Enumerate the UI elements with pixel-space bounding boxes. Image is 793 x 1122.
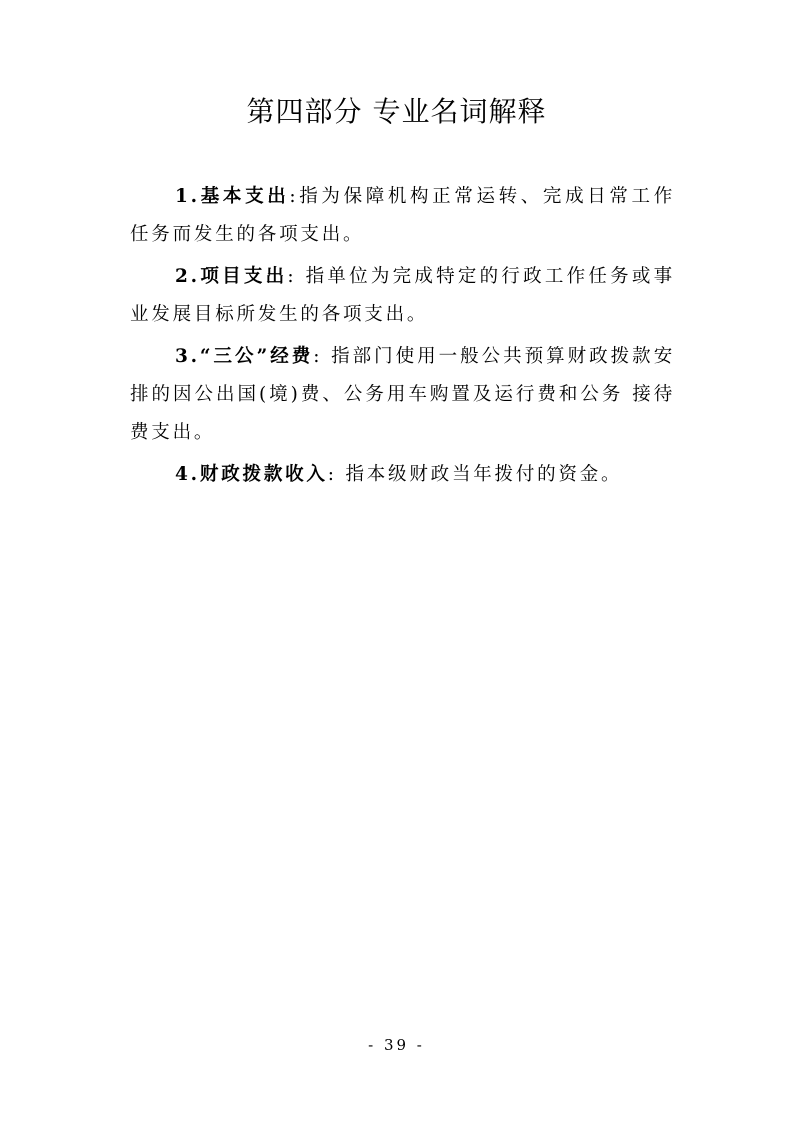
definition-term: 2.项目支出 <box>175 266 288 287</box>
definition-separator: : <box>287 266 306 287</box>
definitions-list <box>130 178 675 498</box>
page-title: 第四部分 专业名词解释 <box>246 95 547 128</box>
definition-separator: : <box>289 186 299 207</box>
definition-text: 指部门使用一般公共预算财政拨款安排的因公出国(境)费、公务用车购置及运行费和公务 接待费支出。 <box>130 346 675 443</box>
definition-basic-expenditure <box>130 178 675 254</box>
definition-project-expenditure <box>130 258 675 334</box>
definition-fiscal-appropriation-income <box>130 456 675 494</box>
page-number: - 39 - <box>368 1036 425 1054</box>
definition-text: 指为保障机构正常运转、完成日常工作 任务而发生的各项支出。 <box>130 186 675 245</box>
definition-term: 1.基本支出 <box>175 186 290 207</box>
definition-separator: : <box>313 346 332 367</box>
definition-text: 指单位为完成特定的行政工作任务或事业发展目标所发生的各项支出。 <box>130 266 675 325</box>
definition-separator: : <box>327 464 346 485</box>
definition-term: 4.财政拨款收入 <box>175 464 328 485</box>
definition-text: 指本级财政当年拨付的资金。 <box>345 464 623 485</box>
definition-three-public-expenses <box>130 338 675 452</box>
definition-term: 3.“三公”经费 <box>175 346 314 367</box>
